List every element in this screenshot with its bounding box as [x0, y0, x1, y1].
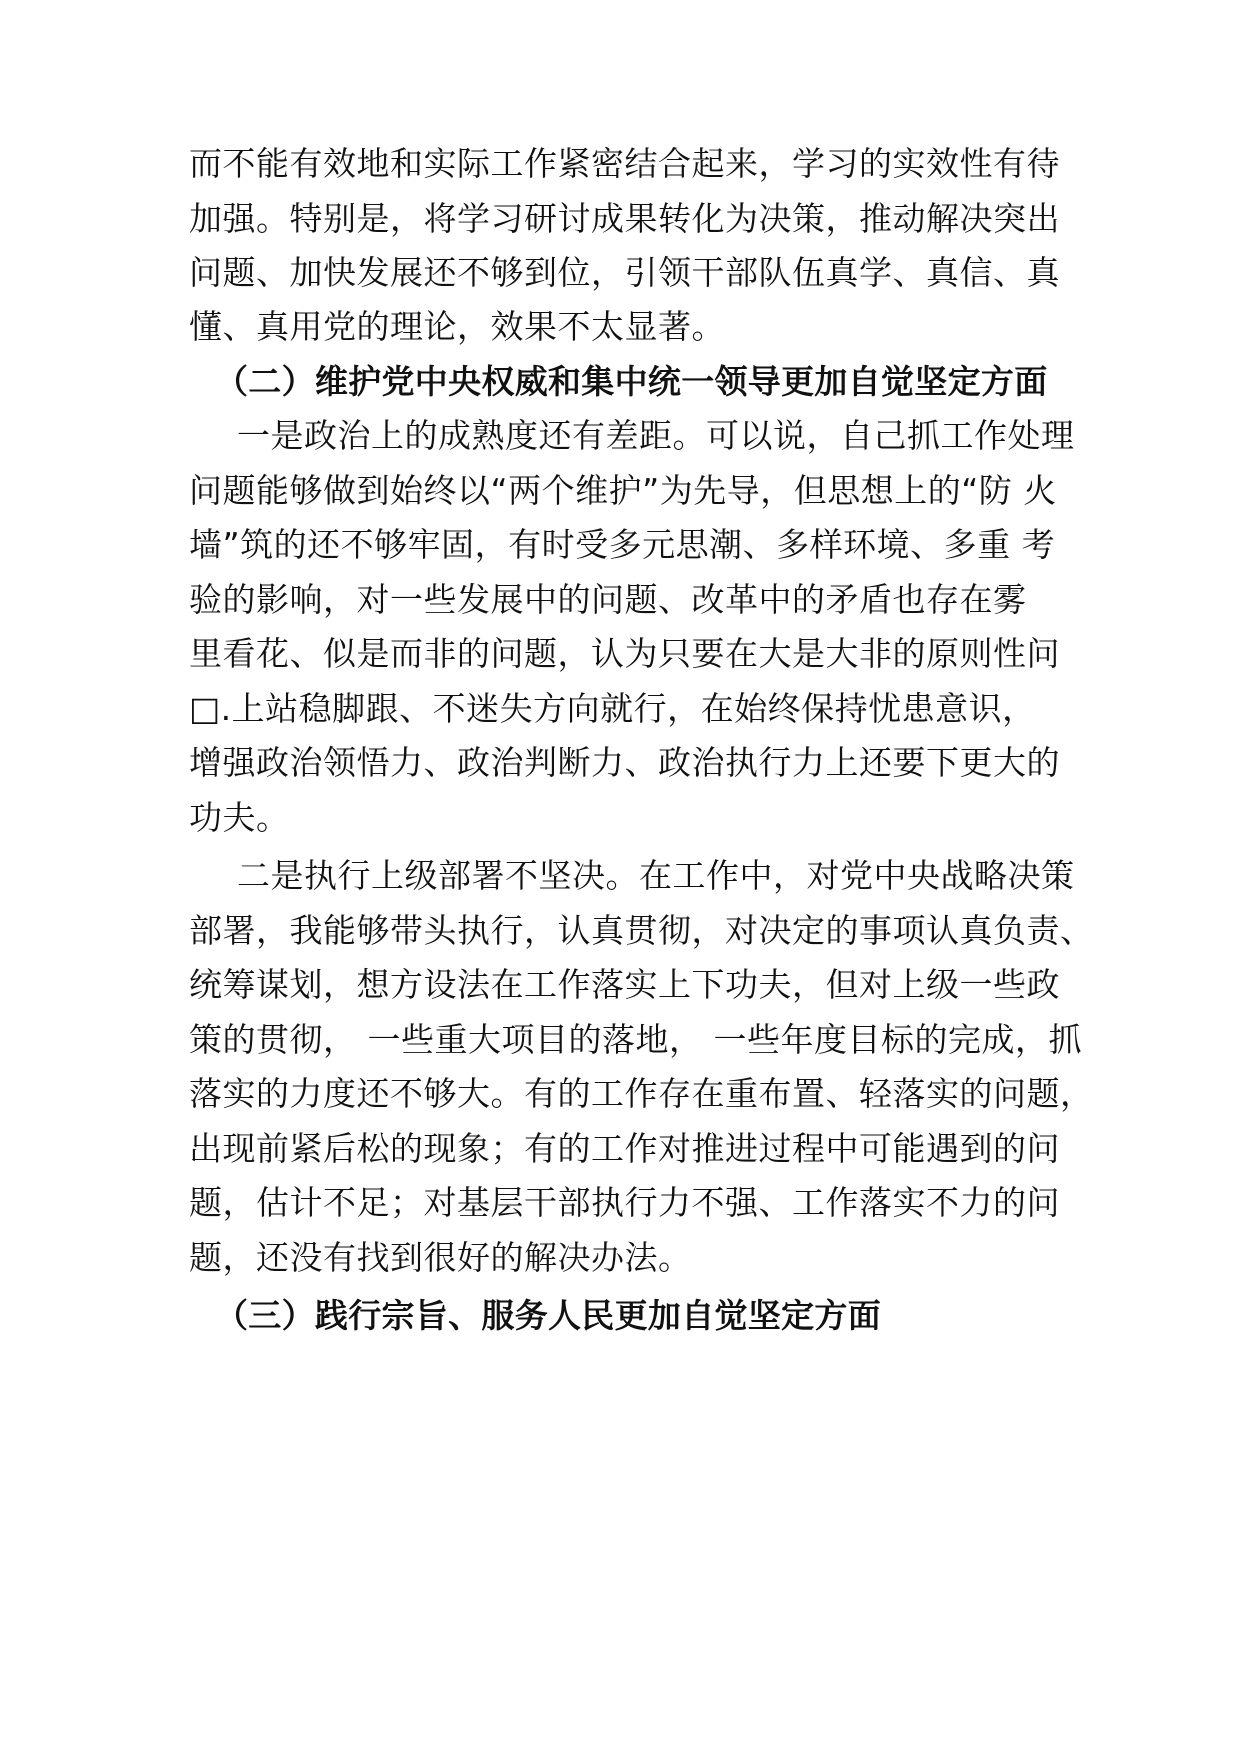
body-text-line: 功夫。 — [189, 798, 290, 837]
body-text-line: 里看花、似是而非的问题，认为只要在大是大非的原则性问 — [189, 634, 1060, 673]
body-text-line: 而不能有效地和实际工作紧密结合起来，学习的实效性有待 — [189, 144, 1060, 183]
body-text-line: 一是政治上的成熟度还有差距。可以说，自己抓工作处理 — [237, 416, 1075, 455]
body-text-line: 统筹谋划，想方设法在工作落实上下功夫，但对上级一些政 — [189, 965, 1060, 1004]
body-text-line: 二是执行上级部署不坚决。在工作中，对党中央战略决策 — [237, 856, 1075, 895]
body-text-line: 问题、加快发展还不够到位，引领干部队伍真学、真信、真 — [189, 253, 1060, 292]
body-text-line: 懂、真用党的理论，效果不太显著。 — [189, 307, 725, 346]
body-text-line: 题，还没有找到很好的解决办法。 — [189, 1238, 692, 1277]
body-text-line: 增强政治领悟力、政治判断力、政治执行力上还要下更大的 — [189, 743, 1060, 782]
section-heading: （三）践行宗旨、服务人民更加自觉坚定方面 — [215, 1296, 881, 1335]
body-text-line: 问题能够做到始终以“两个维护”为先导，但思想上的“防 火 — [189, 471, 1057, 510]
body-text-line: 出现前紧后松的现象；有的工作对推进过程中可能遇到的问 — [189, 1129, 1060, 1168]
section-heading: （二）维护党中央权威和集中统一领导更加自觉坚定方面 — [215, 362, 1048, 401]
body-text-line: 墙”筑的还不够牢固，有时受多元思潮、多样环境、多重 考 — [189, 525, 1056, 564]
body-text-line: 验的影响，对一些发展中的问题、改革中的矛盾也存在雾 — [189, 580, 1027, 619]
body-text-line: □.上站稳脚跟、不迷失方向就行，在始终保持忧患意识， — [189, 689, 1036, 728]
body-text-line: 落实的力度还不够大。有的工作存在重布置、轻落实的问题， — [189, 1074, 1094, 1113]
body-text-line: 部署，我能够带头执行，认真贯彻，对决定的事项认真负责、 — [189, 911, 1094, 950]
body-text-line: 加强。特别是，将学习研讨成果转化为决策，推动解决突出 — [189, 199, 1060, 238]
body-text-line: 题，估计不足；对基层干部执行力不强、工作落实不力的问 — [189, 1183, 1060, 1222]
body-text-line: 策的贯彻， 一些重大项目的落地， 一些年度目标的完成，抓 — [189, 1020, 1082, 1059]
